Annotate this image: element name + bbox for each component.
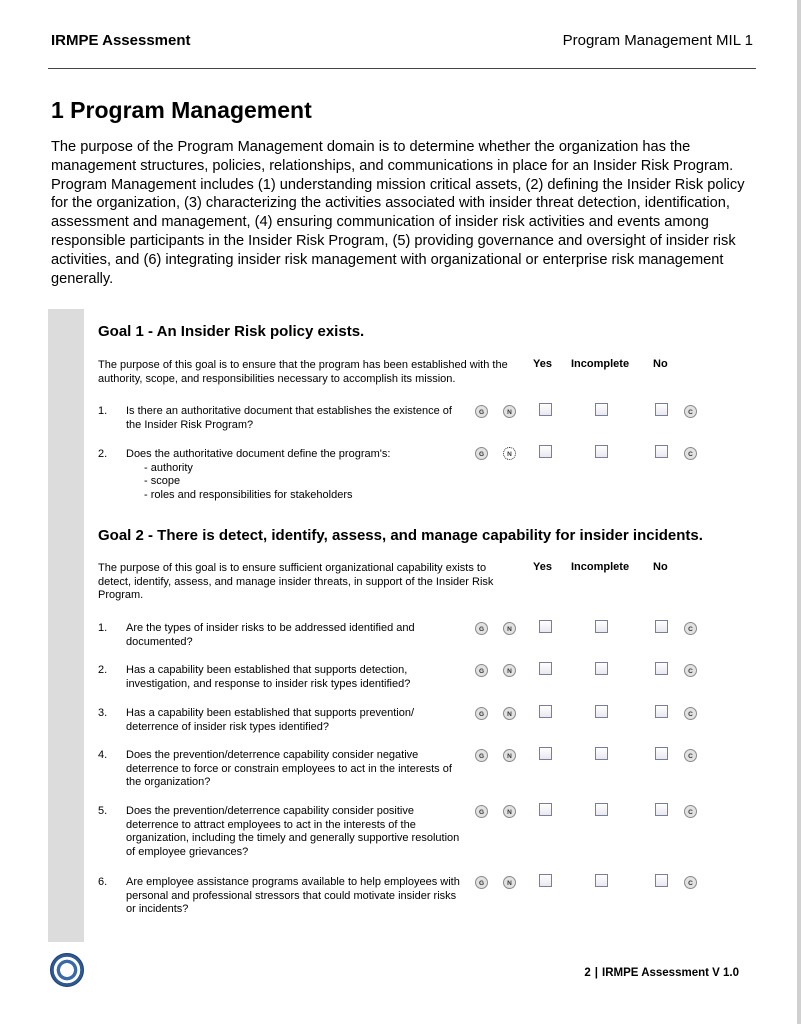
yes-checkbox[interactable] bbox=[539, 662, 552, 675]
n-icon[interactable]: N bbox=[503, 749, 516, 762]
n-icon[interactable]: N bbox=[503, 805, 516, 818]
document-version: IRMPE Assessment V 1.0 bbox=[602, 967, 739, 979]
goal-title: Goal 2 - There is detect, identify, assess, and manage capability for insider incidents. bbox=[98, 527, 703, 544]
header-divider bbox=[48, 68, 756, 69]
c-icon[interactable]: C bbox=[684, 707, 697, 720]
question-text: Are the types of insider risks to be addressed identified and documented? bbox=[126, 622, 415, 648]
c-icon[interactable]: C bbox=[684, 664, 697, 677]
g-icon[interactable]: G bbox=[475, 664, 488, 677]
g-icon[interactable]: G bbox=[475, 405, 488, 418]
goal-sidebar bbox=[48, 309, 84, 514]
question-subitem: - scope bbox=[144, 475, 181, 488]
incomplete-checkbox[interactable] bbox=[595, 747, 608, 760]
question-subitem: - authority bbox=[144, 461, 193, 474]
question-text: Is there an authoritative document that establishes the existence of the Insider Risk Program? bbox=[126, 405, 452, 431]
no-checkbox[interactable] bbox=[655, 874, 668, 887]
question-number: 6. bbox=[98, 876, 108, 888]
g-icon[interactable]: G bbox=[475, 622, 488, 635]
question-number: 2. bbox=[98, 664, 108, 676]
question-text: Are employee assistance programs available to help employees with personal and professional stressors that could motivate insider risks or incidents? bbox=[126, 876, 460, 916]
question-number: 5. bbox=[98, 805, 108, 817]
domain-intro: The purpose of the Program Management domain is to determine whether the organization has the management structures, policies, relationships, and communications in place for an Insider Risk Program. Program Management includes (1) understanding mission critical assets, (2) defining the Insider Risk policy for the organization, (3) characterizing the activities associated with insider threat detection, identification, assessment and management, (4) ensuring communication of insider risk activities and events among responsible participants in the Insider Risk Program, (5) providing governance and oversight of insider risk activities, and (6) integrating insider risk management with organizational or enterprise risk management generally. bbox=[51, 139, 745, 287]
header-title: IRMPE Assessment bbox=[51, 32, 191, 49]
no-checkbox[interactable] bbox=[655, 662, 668, 675]
yes-checkbox[interactable] bbox=[539, 874, 552, 887]
c-icon[interactable]: C bbox=[684, 622, 697, 635]
no-checkbox[interactable] bbox=[655, 803, 668, 816]
n-icon[interactable]: N bbox=[503, 405, 516, 418]
question-text: Has a capability been established that supports detection, investigation, and response to insider risk types identified? bbox=[126, 664, 411, 690]
question-number: 1. bbox=[98, 622, 108, 634]
question-number: 2. bbox=[98, 448, 108, 460]
goal-sidebar bbox=[48, 514, 84, 942]
column-yes: Yes bbox=[533, 358, 552, 370]
yes-checkbox[interactable] bbox=[539, 403, 552, 416]
yes-checkbox[interactable] bbox=[539, 620, 552, 633]
goal-title: Goal 1 - An Insider Risk policy exists. bbox=[98, 323, 365, 340]
c-icon[interactable]: C bbox=[684, 405, 697, 418]
incomplete-checkbox[interactable] bbox=[595, 705, 608, 718]
c-icon[interactable]: C bbox=[684, 876, 697, 889]
no-checkbox[interactable] bbox=[655, 705, 668, 718]
column-incomplete: Incomplete bbox=[571, 561, 630, 573]
column-incomplete: Incomplete bbox=[571, 358, 630, 370]
n-icon[interactable]: N bbox=[503, 447, 516, 460]
incomplete-checkbox[interactable] bbox=[595, 803, 608, 816]
n-icon[interactable]: N bbox=[503, 707, 516, 720]
question-number: 4. bbox=[98, 749, 108, 761]
yes-checkbox[interactable] bbox=[539, 747, 552, 760]
agency-seal-icon bbox=[50, 953, 84, 987]
no-checkbox[interactable] bbox=[655, 445, 668, 458]
question-text: Has a capability been established that supports prevention/ deterrence of insider risk types identified? bbox=[126, 707, 415, 733]
goal-purpose: The purpose of this goal is to ensure that the program has been established with the authority, scope, and responsibilities necessary to accomplish its mission. bbox=[98, 359, 508, 385]
question-number: 3. bbox=[98, 707, 108, 719]
question-text bbox=[126, 448, 466, 502]
incomplete-checkbox[interactable] bbox=[595, 662, 608, 675]
no-checkbox[interactable] bbox=[655, 747, 668, 760]
g-icon[interactable]: G bbox=[475, 805, 488, 818]
g-icon[interactable]: G bbox=[475, 876, 488, 889]
n-icon[interactable]: N bbox=[503, 622, 516, 635]
no-checkbox[interactable] bbox=[655, 620, 668, 633]
footer-separator: | bbox=[594, 967, 598, 979]
n-icon[interactable]: N bbox=[503, 876, 516, 889]
question-text: Does the prevention/deterrence capability consider negative deterrence to force or constrain employees to act in the interests of the organization? bbox=[126, 749, 452, 789]
page-edge bbox=[797, 0, 801, 1024]
no-checkbox[interactable] bbox=[655, 403, 668, 416]
yes-checkbox[interactable] bbox=[539, 705, 552, 718]
n-icon[interactable]: N bbox=[503, 664, 516, 677]
column-yes: Yes bbox=[533, 561, 552, 573]
c-icon[interactable]: C bbox=[684, 805, 697, 818]
g-icon[interactable]: G bbox=[475, 447, 488, 460]
g-icon[interactable]: G bbox=[475, 749, 488, 762]
incomplete-checkbox[interactable] bbox=[595, 445, 608, 458]
question-main-text: Does the authoritative document define the program's: bbox=[126, 448, 391, 460]
column-no: No bbox=[653, 561, 668, 573]
domain-title: 1 Program Management bbox=[51, 97, 312, 123]
question-text: Does the prevention/deterrence capability consider positive deterrence to attract employees to act in the interests of the organization, including the timely and generally supportive resolution of employee grievances? bbox=[126, 805, 460, 858]
incomplete-checkbox[interactable] bbox=[595, 403, 608, 416]
c-icon[interactable]: C bbox=[684, 447, 697, 460]
page-footer bbox=[584, 967, 739, 979]
page-number: 2 bbox=[584, 967, 591, 979]
question-subitem: - roles and responsibilities for stakeholders bbox=[144, 488, 353, 501]
question-number: 1. bbox=[98, 405, 108, 417]
g-icon[interactable]: G bbox=[475, 707, 488, 720]
yes-checkbox[interactable] bbox=[539, 445, 552, 458]
incomplete-checkbox[interactable] bbox=[595, 874, 608, 887]
c-icon[interactable]: C bbox=[684, 749, 697, 762]
goal-purpose: The purpose of this goal is to ensure sufficient organizational capability exists to detect, identify, assess, and manage insider threats, in support of the Insider Risk Program. bbox=[98, 562, 494, 602]
header-section: Program Management MIL 1 bbox=[562, 32, 753, 49]
incomplete-checkbox[interactable] bbox=[595, 620, 608, 633]
yes-checkbox[interactable] bbox=[539, 803, 552, 816]
column-no: No bbox=[653, 358, 668, 370]
